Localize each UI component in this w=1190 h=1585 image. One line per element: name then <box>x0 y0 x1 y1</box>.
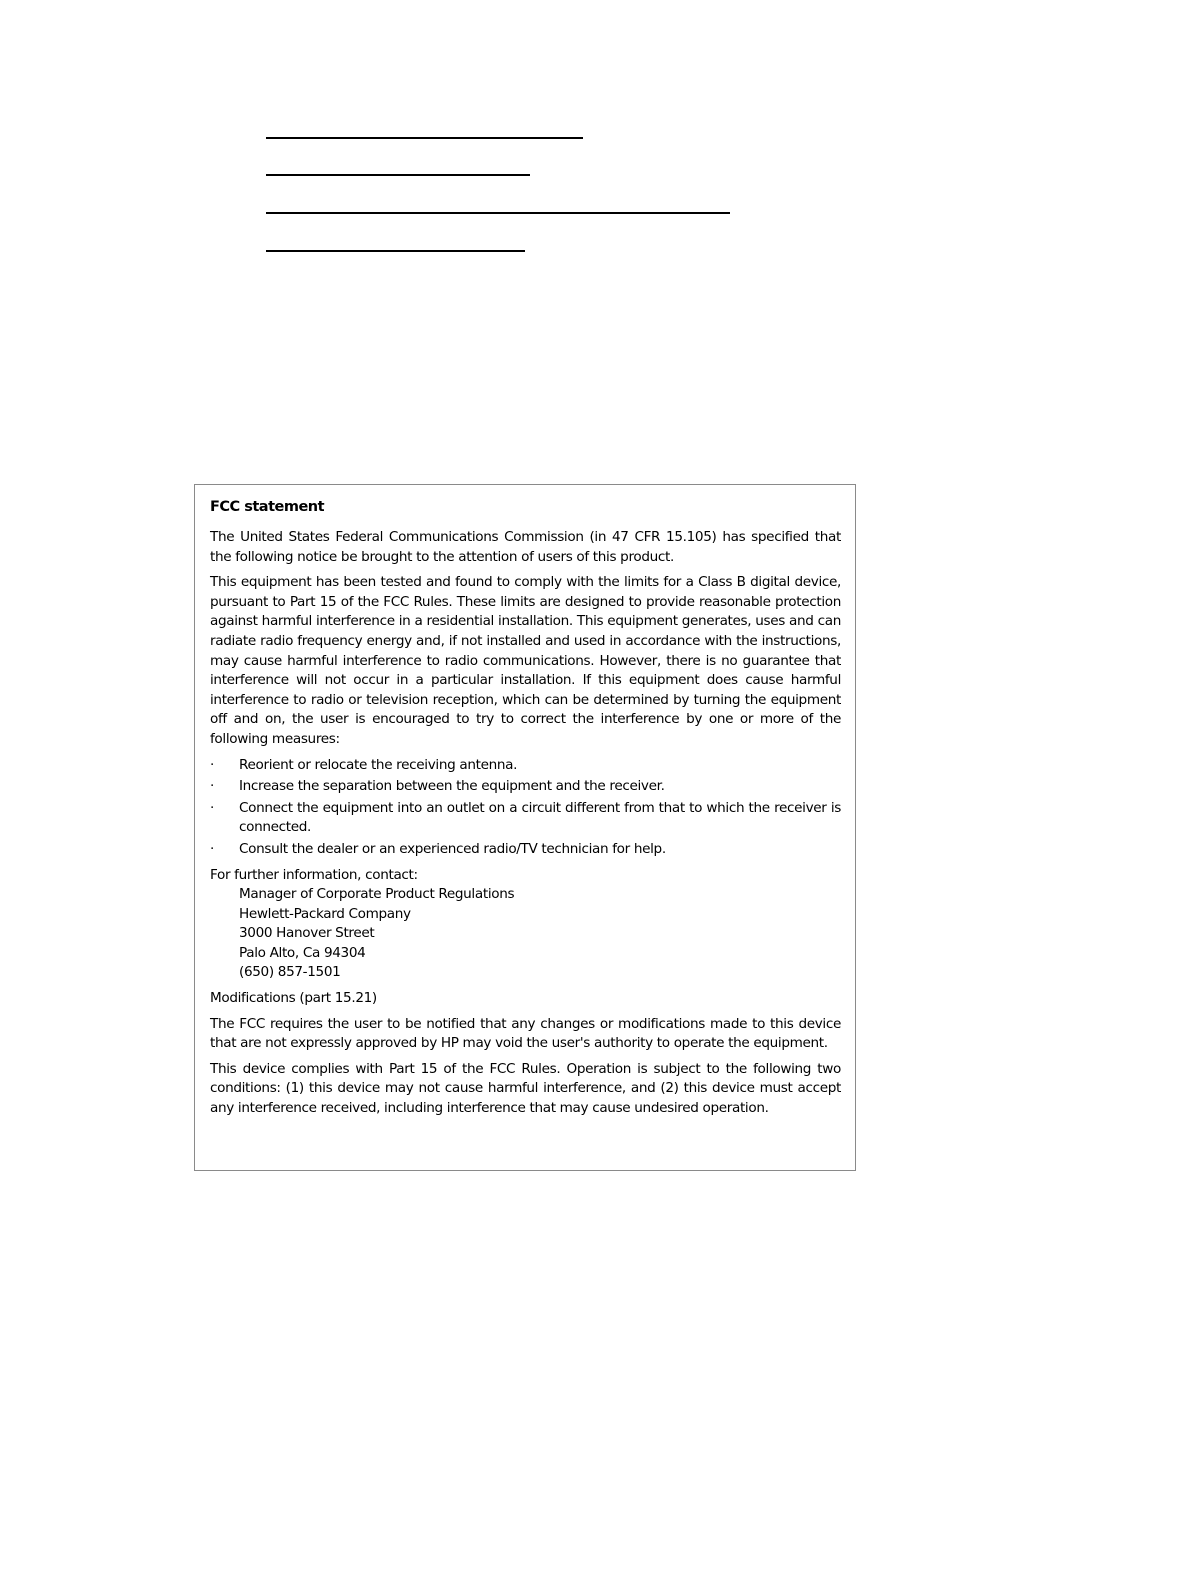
contact-intro: For further information, contact: <box>210 866 418 883</box>
bullet-icon: · <box>210 840 214 857</box>
list-item <box>210 840 841 860</box>
contact-street: 3000 Hanover Street <box>239 925 375 942</box>
list-item <box>210 799 841 838</box>
underline-rule-4 <box>266 250 525 252</box>
interference-measures-list <box>210 756 841 860</box>
bullet-icon: · <box>210 799 214 816</box>
list-item <box>210 777 841 797</box>
contact-city: Palo Alto, Ca 94304 <box>239 944 366 961</box>
fcc-notice-paragraph: The United States Federal Communications Commission (in 47 CFR 15.105) has specified that the following notice be brought to the attention of users of this product. <box>210 529 841 565</box>
fcc-statement-box <box>194 484 856 1171</box>
underline-rule-2 <box>266 174 530 176</box>
measure-text: Consult the dealer or an experienced radio/TV technician for help. <box>239 840 666 857</box>
measure-text: Reorient or relocate the receiving antenna. <box>239 756 518 773</box>
underline-rule-1 <box>266 137 583 139</box>
bullet-icon: · <box>210 778 214 795</box>
contact-title: Manager of Corporate Product Regulations <box>239 886 515 903</box>
fcc-class-b-paragraph: This equipment has been tested and found to comply with the limits for a Class B digital device, pursuant to Part 15 of the FCC Rules. These limits are designed to provide reasonable protection against harmful interference in a residential installation. This equipment generates, uses and can radiate radio frequency energy and, if not installed and used in accordance with the instructions, may cause harmful interference to radio communications. However, there is no guarantee that interference will not occur in a particular installation. If this equipment does cause harmful interference to radio or television reception, which can be determined by turning the equipment off and on, the user is encouraged to try to correct the interference by one or more of the following measures: <box>210 574 841 747</box>
list-item <box>210 756 841 776</box>
fcc-statement-title: FCC statement <box>210 499 325 515</box>
underline-rule-3 <box>266 212 730 214</box>
measure-text: Connect the equipment into an outlet on a circuit different from that to which the receiver is connected. <box>239 799 841 836</box>
bullet-icon: · <box>210 756 214 773</box>
contact-address <box>210 885 841 983</box>
contact-phone: (650) 857-1501 <box>239 964 341 981</box>
modifications-paragraph: The FCC requires the user to be notified that any changes or modifications made to this device that are not expressly approved by HP may void the user's authority to operate the equipment. <box>210 1015 841 1052</box>
modifications-heading: Modifications (part 15.21) <box>210 990 377 1007</box>
compliance-paragraph: This device complies with Part 15 of the FCC Rules. Operation is subject to the following two conditions: (1) this device may not cause harmful interference, and (2) this device must accept any interference received, including interference that may cause undesired operation. <box>210 1060 841 1117</box>
contact-company: Hewlett-Packard Company <box>239 905 411 922</box>
measure-text: Increase the separation between the equipment and the receiver. <box>239 778 665 795</box>
contact-block <box>210 866 841 984</box>
